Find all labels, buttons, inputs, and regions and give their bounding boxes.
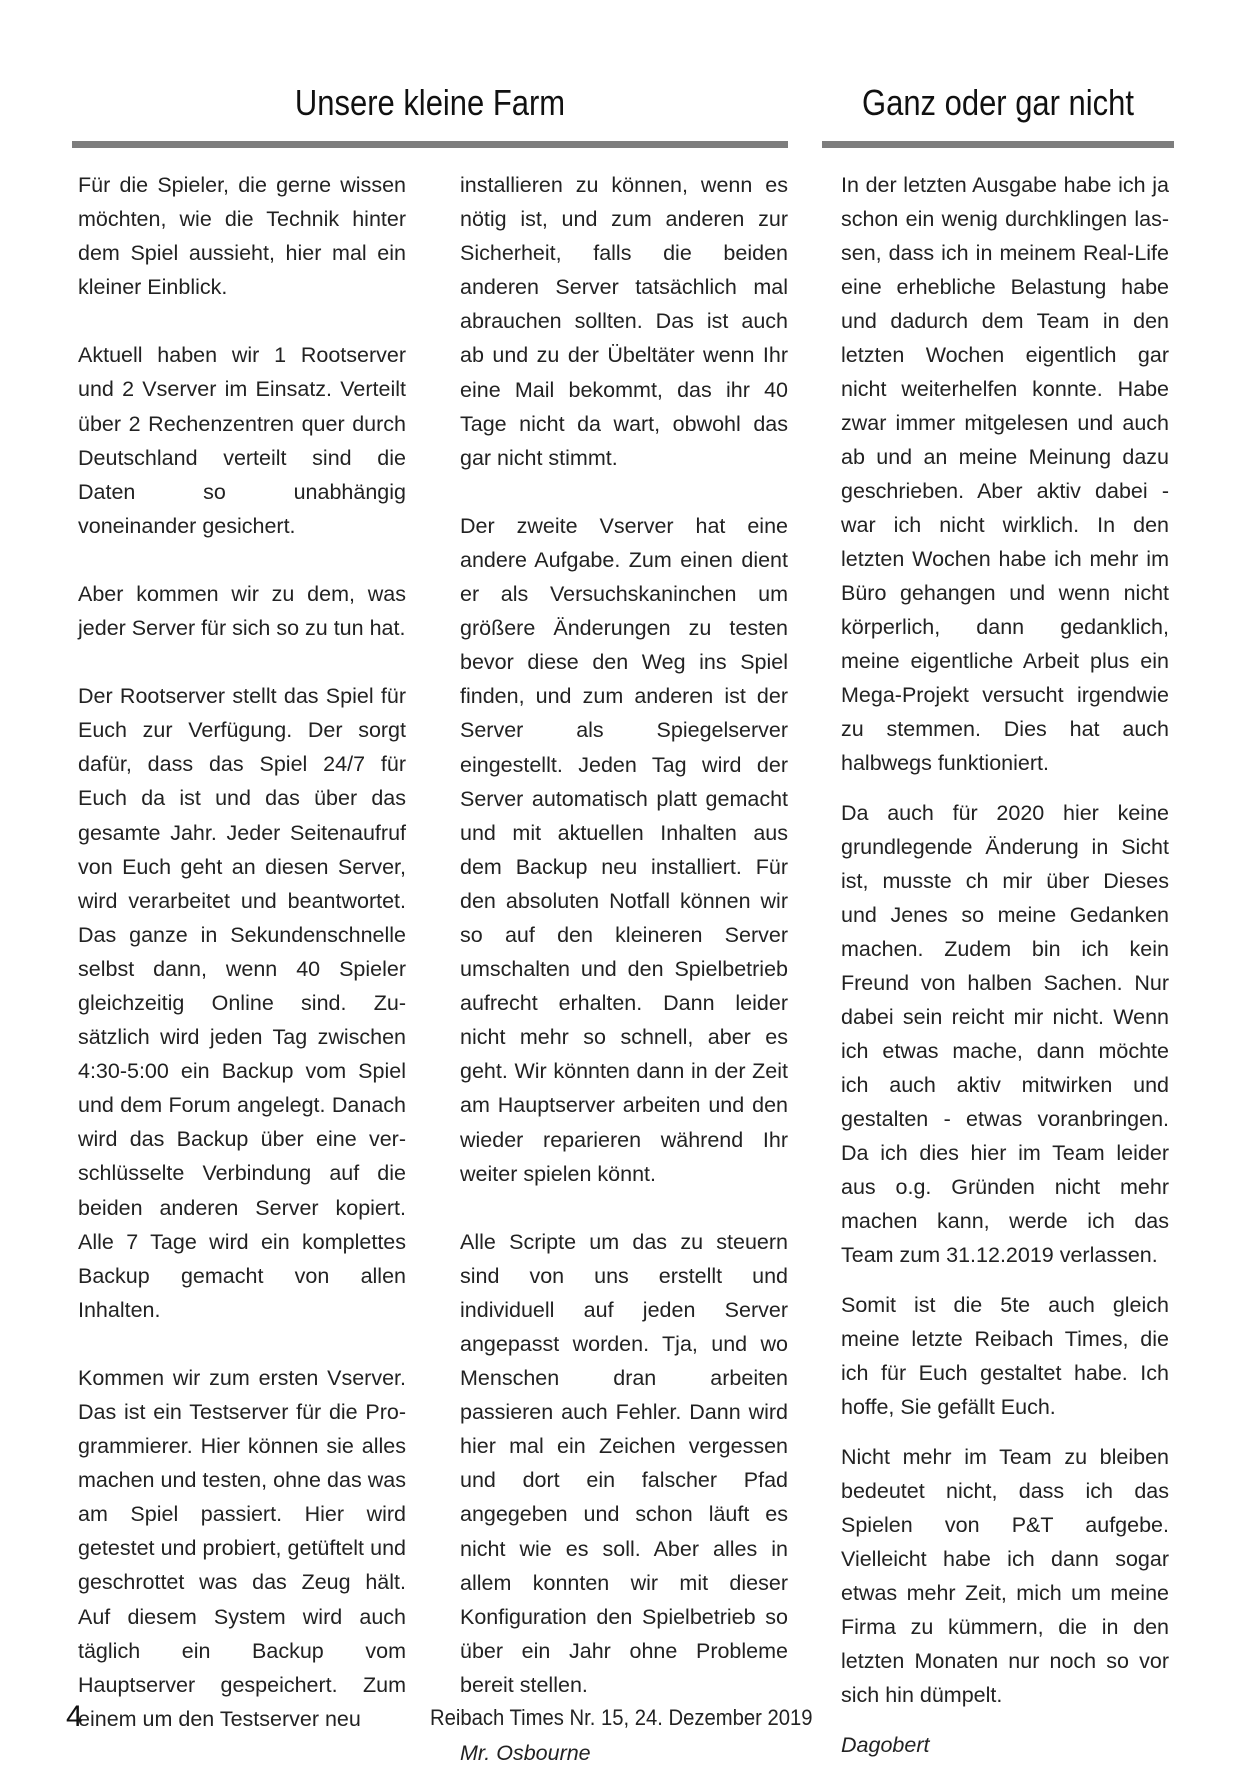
paragraph: Aber kommen wir zu dem, was jeder Server für sich so zu tun hat. bbox=[78, 581, 406, 641]
paragraph: Da auch für 2020 hier keine grundlegende Änderung in Sicht ist, musste ch mir über Dieses und Jenes so meine Gedanken machen. Zudem bin ich kein Freund von halben Sachen. Nur dabei sein reicht mir nicht. Wenn ich etwas mache, dann möchte ich auch aktiv mitwirken und gestalten - etwas voranbringen. Da ich dies hier im Team leider aus o.g. Gründen nicht mehr machen kann, werde ich das Team zum 31.12.2019 verlassen. bbox=[841, 801, 1169, 1267]
left-article-column-1 bbox=[78, 168, 406, 1736]
paragraph: Der Rootserver stellt das Spiel für Euch zur Verfügung. Der sorgt dafür, dass das Spiel 24/7 für Euch da ist und das über das gesamte Jahr. Jeder Seitenaufruf von Euch geht an diesen Server, wird verarbeitet und beantwortet. Das ganze in Sekundenschnelle selbst dann, wenn 40 Spieler gleichzeitig Online sind. Zusätzlich wird jeden Tag zwischen 4:30-5:00 ein Backup vom Spiel und dem Forum angelegt. Danach wird das Backup über eine verschlüsselte Verbindung auf die beiden anderen Server kopiert. Alle 7 Tage wird ein komplettes Backup gemacht von allen Inhalten. bbox=[78, 684, 406, 1322]
left-article-column-2 bbox=[460, 168, 788, 1770]
article-title-left: Unsere kleine Farm bbox=[294, 82, 566, 123]
right-article-column bbox=[841, 168, 1169, 1762]
article-title-right: Ganz oder gar nicht bbox=[862, 82, 1134, 123]
author-signature: Mr. Osbourne bbox=[460, 1741, 591, 1766]
paragraph: Somit ist die 5te auch gleich meine letzte Reibach Times, die ich für Euch gestaltet habe. Ich hoffe, Sie gefällt Euch. bbox=[841, 1293, 1169, 1419]
paragraph: installieren zu können, wenn es nötig ist, und zum anderen zur Sicherheit, falls die beiden anderen Server tatsächlich mal abrauchen sollten. Das ist auch ab und zu der Übeltäter wenn Ihr eine Mail bekommt, das ihr 40 Tage nicht da wart, obwohl das gar nicht stimmt. bbox=[460, 173, 788, 470]
issue-footer: Reibach Times Nr. 15, 24. Dezember 2019 bbox=[430, 1705, 813, 1730]
paragraph: Aktuell haben wir 1 Rootserver und 2 Vserver im Einsatz. Verteilt über 2 Rechenzentren quer durch Deutschland verteilt sind die Daten so unabhängig voneinander gesichert. bbox=[78, 343, 406, 538]
author-signature: Dagobert bbox=[841, 1733, 930, 1757]
title-rule-left bbox=[72, 141, 788, 148]
title-rule-right bbox=[822, 141, 1174, 148]
paragraph: Alle Scripte um das zu steuern sind von uns erstellt und individuell auf jeden Server angepasst worden. Tja, und wo Menschen dran arbeiten passieren auch Fehler. Dann wird hier mal ein Zeichen vergessen und dort ein falscher Pfad angegeben und schon läuft es nicht wie es soll. Aber alles in allem konnten wir mit dieser Konfiguration den Spielbetrieb so über ein Jahr ohne Probleme bereit stellen. bbox=[460, 1229, 788, 1697]
paragraph: Für die Spieler, die gerne wissen möchten, wie die Technik hinter dem Spiel aussieht, hier mal ein kleiner Einblick. bbox=[78, 173, 406, 300]
page-number: 4 bbox=[66, 1700, 83, 1733]
paragraph: Kommen wir zum ersten Vserver. Das ist ein Testserver für die Programmierer. Hier können sie alles machen und testen, ohne das was am Spiel passiert. Hier wird getestet und probiert, getüftelt und geschrottet was das Zeug hält. Auf diesem System wird auch täglich ein Backup vom Hauptserver gespeichert. Zum einem um den Testserver neu bbox=[78, 1365, 406, 1731]
paragraph: Nicht mehr im Team zu bleiben bedeutet nicht, dass ich das Spielen von P&T aufgebe. Vielleicht habe ich dann sogar etwas mehr Zeit, mich um meine Firma zu kümmern, die in den letzten Monaten nur noch so vor sich hin dümpelt. bbox=[841, 1445, 1169, 1707]
paragraph: Der zweite Vserver hat eine andere Aufgabe. Zum einen dient er als Versuchskaninchen um größere Änderungen zu testen bevor diese den Weg ins Spiel finden, und zum anderen ist der Server als Spiegelserver eingestellt. Jeden Tag wird der Server automatisch platt gemacht und mit aktuellen Inhalten aus dem Backup neu installiert. Für den absoluten Notfall können wir so auf den kleineren Server umschalten und den Spielbetrieb aufrecht erhalten. Dann leider nicht mehr so schnell, aber es geht. Wir könnten dann in der Zeit am Hauptserver arbeiten und den wieder reparieren während Ihr weiter spielen könnt. bbox=[460, 513, 788, 1186]
paragraph: In der letzten Ausgabe habe ich ja schon ein wenig durchklingen lassen, dass ich in meinem Real-Life eine erhebliche Belastung habe und dadurch dem Team in den letzten Wochen eigentlich gar nicht weiterhelfen konnte. Habe zwar immer mitgelesen und auch ab und an meine Meinung dazu geschrieben. Aber aktiv dabei - war ich nicht wirklich. In den letzten Wochen habe ich mehr im Büro gehangen und wenn nicht körperlich, dann gedanklich, meine eigentliche Arbeit plus ein Mega-Projekt versucht irgendwie zu stemmen. Dies hat auch halbwegs funktioniert. bbox=[841, 173, 1169, 775]
